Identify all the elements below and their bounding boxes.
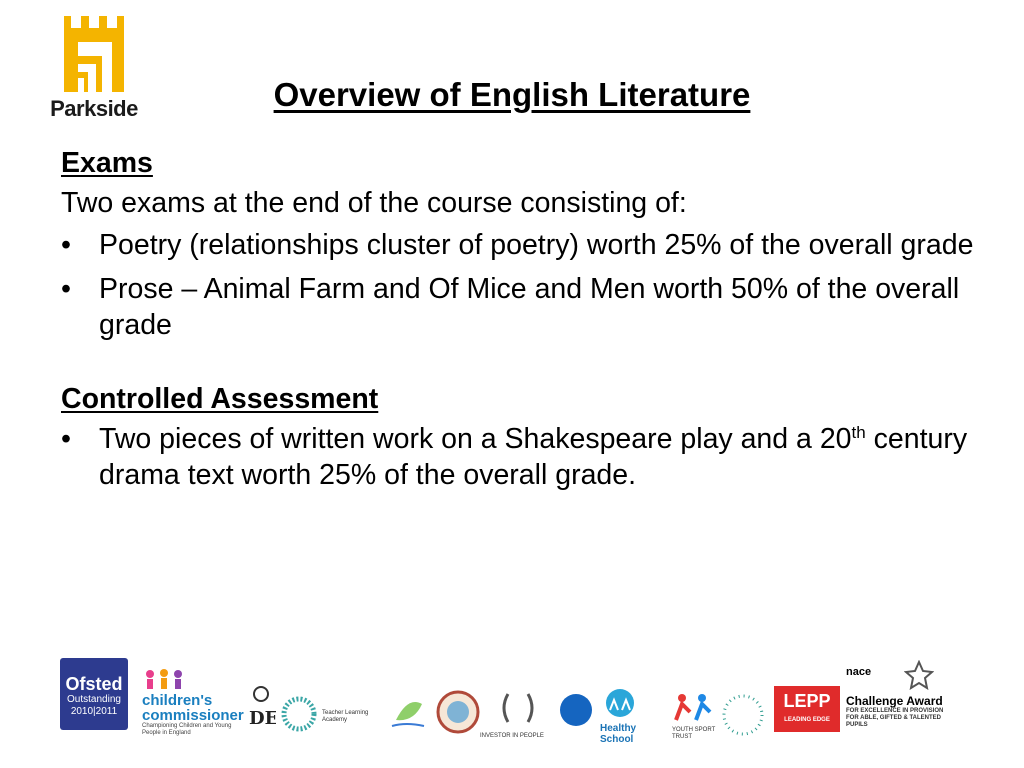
healthy-school-icon xyxy=(600,688,640,718)
nace-challenge-award xyxy=(846,666,946,730)
bullet-text: Poetry (relationships cluster of poetry) worth 25% of the overall grade xyxy=(99,229,974,261)
commissioner-name: commissioner xyxy=(142,707,244,724)
bullet-text xyxy=(99,421,981,493)
logo-wordmark: Parkside xyxy=(50,96,138,121)
challenge-award-title: Challenge Award xyxy=(846,694,943,708)
blue-circle-icon xyxy=(556,686,596,734)
star-icon xyxy=(904,660,934,690)
quality-mark-badge xyxy=(720,692,766,743)
bullet-icon: • xyxy=(61,273,71,305)
children-figures-icon xyxy=(142,668,186,690)
childrens-commissioner-logo xyxy=(142,668,244,736)
bullet-icon: • xyxy=(61,229,71,261)
sport-figures-icon xyxy=(672,692,716,722)
slide-content xyxy=(61,145,981,501)
bullet-icon: • xyxy=(61,423,71,455)
teacher-learning-logo xyxy=(281,696,317,737)
star-ring-icon xyxy=(720,692,766,738)
leading-edge-text: LEADING EDGE xyxy=(784,717,830,723)
page-title: Overview of English Literature xyxy=(273,76,751,113)
dotted-circle-icon xyxy=(281,696,317,732)
lepp-logo-text: LEPP xyxy=(783,691,831,711)
ofsted-line1: Outstanding xyxy=(67,694,121,705)
youth-sport-text: YOUTH SPORT TRUST xyxy=(672,727,716,740)
list-item xyxy=(61,227,981,263)
childrens-tagline: Championing Children and Young People in England xyxy=(142,723,232,736)
section-heading-controlled-assessment: Controlled Assessment xyxy=(61,383,379,415)
healthy-school-logo xyxy=(600,688,668,745)
de-crest-logo xyxy=(246,684,276,737)
list-item xyxy=(61,421,981,493)
bullet-text: Prose – Animal Farm and Of Mice and Men worth 50% of the overall grade xyxy=(99,273,960,341)
quality-award-badge xyxy=(556,686,596,739)
superscript-th: th xyxy=(851,423,866,442)
teacher-learning-text: Teacher Learning Academy xyxy=(322,710,369,723)
list-item xyxy=(61,271,981,343)
youth-sport-trust-logo xyxy=(672,692,720,741)
nace-brand: nace xyxy=(846,666,872,678)
ofsted-badge xyxy=(60,658,128,730)
ofsted-line2: 2010|2011 xyxy=(70,706,118,717)
leaf-icon xyxy=(386,692,430,732)
investor-in-people-logo xyxy=(480,688,556,740)
exams-intro: Two exams at the end of the course consisting of: xyxy=(61,187,687,219)
challenge-award-subtitle: FOR EXCELLENCE IN PROVISION FOR ABLE, GIFTED & TALENTED PUPILS xyxy=(846,708,944,728)
accreditation-badges xyxy=(56,652,956,752)
ofsted-name: Ofsted xyxy=(65,674,123,694)
crest-icon xyxy=(246,684,276,732)
investor-text: INVESTOR IN PEOPLE xyxy=(480,733,544,739)
childrens-name: children's xyxy=(142,692,213,709)
seal-icon xyxy=(436,690,480,734)
leading-edge-logo xyxy=(774,686,840,732)
school-seal-badge xyxy=(436,690,480,739)
svg-text:DE: DE xyxy=(249,708,276,729)
writing-children-logo xyxy=(386,692,430,737)
laurel-icon xyxy=(496,688,540,728)
bullet-text-part2: century drama text worth 25% of the overall grade. xyxy=(99,423,968,491)
section-heading-exams: Exams xyxy=(61,147,153,179)
bullet-text-part1: Two pieces of written work on a Shakespeare play and a 20 xyxy=(99,423,852,455)
healthy-school-text: Healthy School xyxy=(600,723,637,745)
